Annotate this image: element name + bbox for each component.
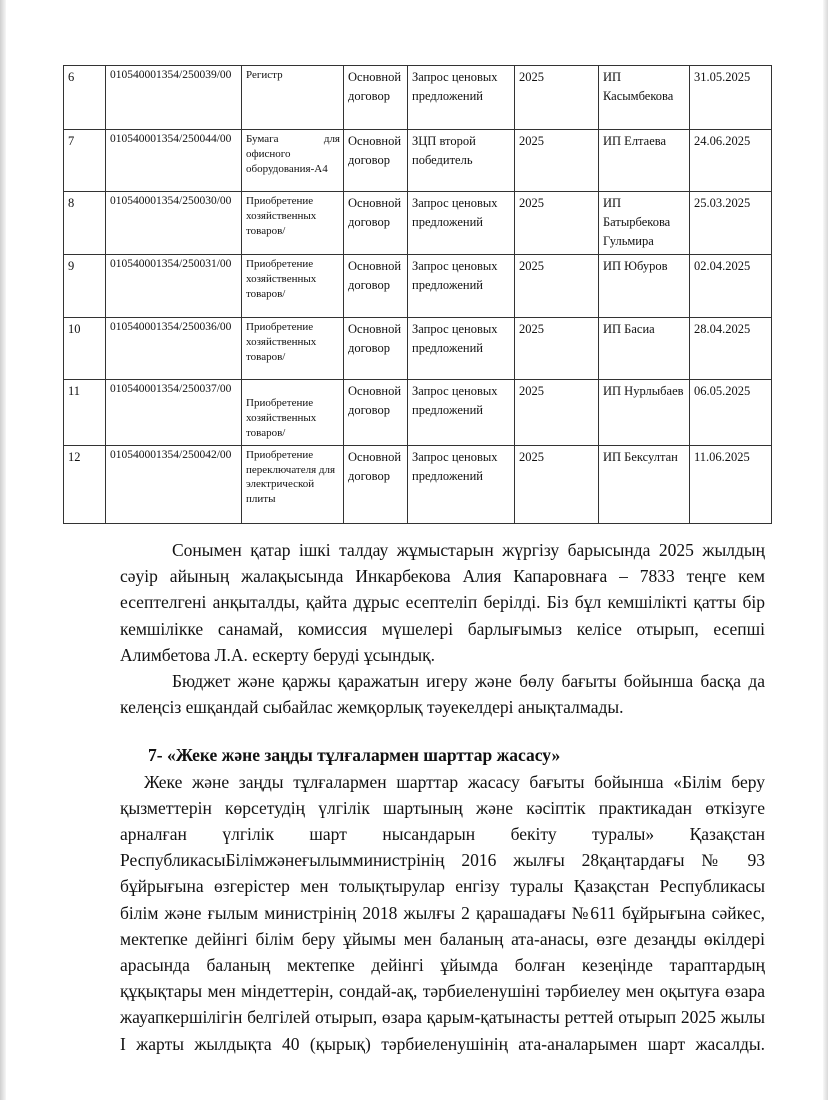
row-number: 10 xyxy=(64,318,106,380)
procurement-method: Запрос ценовых предложений xyxy=(408,66,515,130)
row-number: 8 xyxy=(64,192,106,255)
section-heading: 7- «Жеке және заңды тұлғалармен шарттар жасасу» xyxy=(148,745,561,766)
table-row xyxy=(64,192,772,255)
paragraph-budget-risks: Бюджет және қаржы қаражатын игеру және бөлу бағыты бойынша басқа да келеңсіз ешқандай сыбайлас жемқорлық тәуекелдері анықталмады. xyxy=(120,671,765,718)
paragraph-salary-audit: Сонымен қатар ішкі талдау жұмыстарын жүргізу барысында 2025 жылдың сәуір айының жалақысында Инкарбекова Алия Капаровнаға – 7833 теңге кем есептелгені анқыталды, қайта дұрыс есептеліп берілді. Біз бұл кемшілікті қатты бір кемшілікке санамай, комиссия мүшелері барлығымыз келісе отырып, есепші Алимбетова Л.А. ескерту беруді ұсындық. xyxy=(120,540,765,665)
contract-subject: Бумага для офисного оборудования-А4 xyxy=(242,130,344,192)
registry-number: 010540001354/250030/00 xyxy=(106,192,242,255)
table-row xyxy=(64,445,772,523)
registry-number: 010540001354/250039/00 xyxy=(106,66,242,130)
contract-type: Основной договор xyxy=(344,130,408,192)
contract-year: 2025 xyxy=(515,318,599,380)
procurement-method: Запрос ценовых предложений xyxy=(408,445,515,523)
supplier: ИП Елтаева xyxy=(599,130,690,192)
contract-type: Основной договор xyxy=(344,318,408,380)
contract-subject: Приобретение хозяйственных товаров/ xyxy=(242,192,344,255)
contract-date: 25.03.2025 xyxy=(690,192,772,255)
contract-subject: Приобретение хозяйственных товаров/ xyxy=(242,255,344,318)
contract-year: 2025 xyxy=(515,380,599,446)
table-row xyxy=(64,66,772,130)
contract-date: 02.04.2025 xyxy=(690,255,772,318)
registry-number: 010540001354/250042/00 xyxy=(106,445,242,523)
procurement-method: Запрос ценовых предложений xyxy=(408,380,515,446)
row-number: 12 xyxy=(64,445,106,523)
contract-date: 28.04.2025 xyxy=(690,318,772,380)
contract-year: 2025 xyxy=(515,130,599,192)
contract-type: Основной договор xyxy=(344,66,408,130)
row-number: 11 xyxy=(64,380,106,446)
table-row xyxy=(64,318,772,380)
contract-subject: Приобретение хозяйственных товаров/ xyxy=(242,318,344,380)
contract-subject: Приобретение хозяйственных товаров/ xyxy=(242,380,344,446)
supplier: ИП Юбуров xyxy=(599,255,690,318)
table-row xyxy=(64,255,772,318)
row-number: 7 xyxy=(64,130,106,192)
contract-date: 24.06.2025 xyxy=(690,130,772,192)
registry-number: 010540001354/250037/00 xyxy=(106,380,242,446)
row-number: 6 xyxy=(64,66,106,130)
contract-type: Основной договор xyxy=(344,380,408,446)
procurement-method: ЗЦП второй победитель xyxy=(408,130,515,192)
contract-subject: Приобретение переключателя для электрической плиты xyxy=(242,445,344,523)
supplier: ИП Бексултан xyxy=(599,445,690,523)
contract-date: 06.05.2025 xyxy=(690,380,772,446)
contract-year: 2025 xyxy=(515,66,599,130)
table-row xyxy=(64,380,772,446)
page-edge-left xyxy=(0,0,6,1100)
contract-type: Основной договор xyxy=(344,192,408,255)
supplier: ИП Басиа xyxy=(599,318,690,380)
contract-date: 31.05.2025 xyxy=(690,66,772,130)
contract-year: 2025 xyxy=(515,445,599,523)
contract-year: 2025 xyxy=(515,255,599,318)
paragraph-contracts: Жеке және заңды тұлғалармен шарттар жасасу бағыты бойынша «Білім беру қызметтерін көрсетудің үлгілік шартының және кәсіптік практикадан өткізуге арналған үлгілік шарт нысандарын бекіту туралы» Қазақстан РеспубликасыБілімжәнеғылымминистрінің 2016 жылғы 28қаңтардағы № 93 бұйрығына өзгерістер мен толықтырулар енгізу туралы Қазақстан Республикасы білім және ғылым министрінің 2018 жылғы 2 қарашадағы №611 бұйрығына сәйкес, мектепке дейінгі білім беру ұйымы мен баланың ата-анасы, өзге дезаңды өкілдері арасында баланың мектепке дейінгі ұйымда болған кезеңінде тараптардың құқықтары мен міндеттерін, сондай-ақ, тәрбиеленушіні тәрбиелеу мен оқытуға өзара жауапкершілігін белгілей отырып, өзара қарым-қатынасты реттей отырып 2025 жылы І жарты жылдықта 40 (қырық) тәрбиеленушінің ата-аналарымен шарт жасалды. xyxy=(120,771,765,1054)
contract-type: Основной договор xyxy=(344,255,408,318)
procurement-method: Запрос ценовых предложений xyxy=(408,255,515,318)
document-body xyxy=(120,537,765,1057)
registry-number: 010540001354/250044/00 xyxy=(106,130,242,192)
registry-number: 010540001354/250031/00 xyxy=(106,255,242,318)
table-row xyxy=(64,130,772,192)
contract-date: 11.06.2025 xyxy=(690,445,772,523)
procurement-method: Запрос ценовых предложений xyxy=(408,318,515,380)
contracts-table xyxy=(63,65,772,524)
supplier: ИП Касымбекова xyxy=(599,66,690,130)
supplier: ИП Батырбекова Гульмира xyxy=(599,192,690,255)
procurement-method: Запрос ценовых предложений xyxy=(408,192,515,255)
row-number: 9 xyxy=(64,255,106,318)
contract-subject: Регистр xyxy=(242,66,344,130)
page-edge-right xyxy=(823,0,828,1100)
supplier: ИП Нурлыбаев xyxy=(599,380,690,446)
contract-type: Основной договор xyxy=(344,445,408,523)
contract-year: 2025 xyxy=(515,192,599,255)
registry-number: 010540001354/250036/00 xyxy=(106,318,242,380)
